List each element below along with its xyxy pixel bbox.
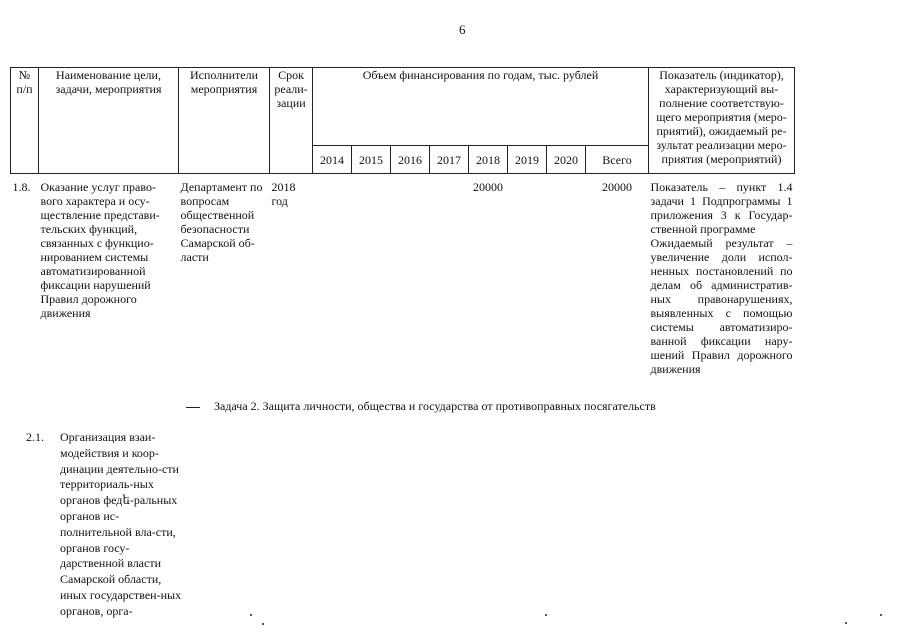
scan-speck — [545, 614, 547, 616]
funding-table — [10, 67, 795, 376]
row-value — [547, 174, 586, 377]
row-executor: Департамент по вопросам общественной безопасности Самарской об-ласти — [180, 180, 263, 264]
header-name: Наименование цели, задачи, мероприятия — [39, 68, 179, 174]
expected-result-text: Ожидаемый результат – увеличение доли испол-ненных постановлений по делам об административ-ных правонарушениях, выявленных с помощью системы автоматизиро-ванной фиксации нару-шений Правил дорожного движения — [650, 236, 793, 376]
header-year: 2014 — [313, 146, 352, 174]
header-term: Срок реали-зации — [270, 68, 313, 174]
row-name: Организация взаи-модействия и коор-динации деятельно-сти территориаль-ных органов федե-ральных органов ис-полнительной вла-сти, органов госу-дарственной власти Самарской области, иных государствен-ных органов, орга- — [60, 430, 182, 618]
row-total: 20000 — [602, 180, 632, 194]
header-year: 2018 — [469, 146, 508, 174]
scan-speck — [880, 614, 882, 616]
header-year: 2020 — [547, 146, 586, 174]
task-heading — [186, 399, 656, 414]
header-indicator: Показатель (индикатор), характеризующий вы-полнение соответствую-щего мероприятия (меро-приятий), ожидаемый ре-зультат реализации меро-приятия (мероприятий) — [649, 68, 795, 174]
row-value — [391, 174, 430, 377]
header-year: 2015 — [352, 146, 391, 174]
task-heading-text: Задача 2. Защита личности, общества и государства от противоправных посягательств — [214, 399, 656, 413]
page-number: 6 — [459, 22, 466, 37]
indicator-text: Показатель – пункт 1.4 задачи 1 Подпрограммы 1 приложения 3 к Государ-ственной программе — [650, 180, 793, 236]
row-value: 20000 — [473, 180, 503, 194]
scan-speck — [250, 614, 252, 616]
row-value — [352, 174, 391, 377]
header-total: Всего — [586, 146, 649, 174]
header-year: 2016 — [391, 146, 430, 174]
dash-mark — [186, 407, 200, 408]
row-num: 1.8. — [12, 180, 31, 194]
row-value — [313, 174, 352, 377]
header-executor: Исполнители мероприятия — [179, 68, 270, 174]
row-value — [430, 174, 469, 377]
row-value — [508, 174, 547, 377]
table-row — [11, 174, 795, 377]
row-name: Оказание услуг право-вого характера и осу-ществление представи-тельских функций, связанных с функцио-нированием системы автоматизированной фиксации нарушений Правил дорожного движения — [40, 180, 160, 320]
header-funding: Объем финансирования по годам, тыс. рублей — [313, 68, 649, 146]
row-indicator — [649, 174, 795, 377]
row-term: 2018 год — [271, 180, 296, 208]
row-num: 2.1. — [26, 430, 44, 444]
header-year: 2019 — [508, 146, 547, 174]
header-num: № п/п — [11, 68, 39, 174]
scan-speck — [845, 622, 847, 624]
header-year: 2017 — [430, 146, 469, 174]
scan-speck — [262, 623, 264, 625]
